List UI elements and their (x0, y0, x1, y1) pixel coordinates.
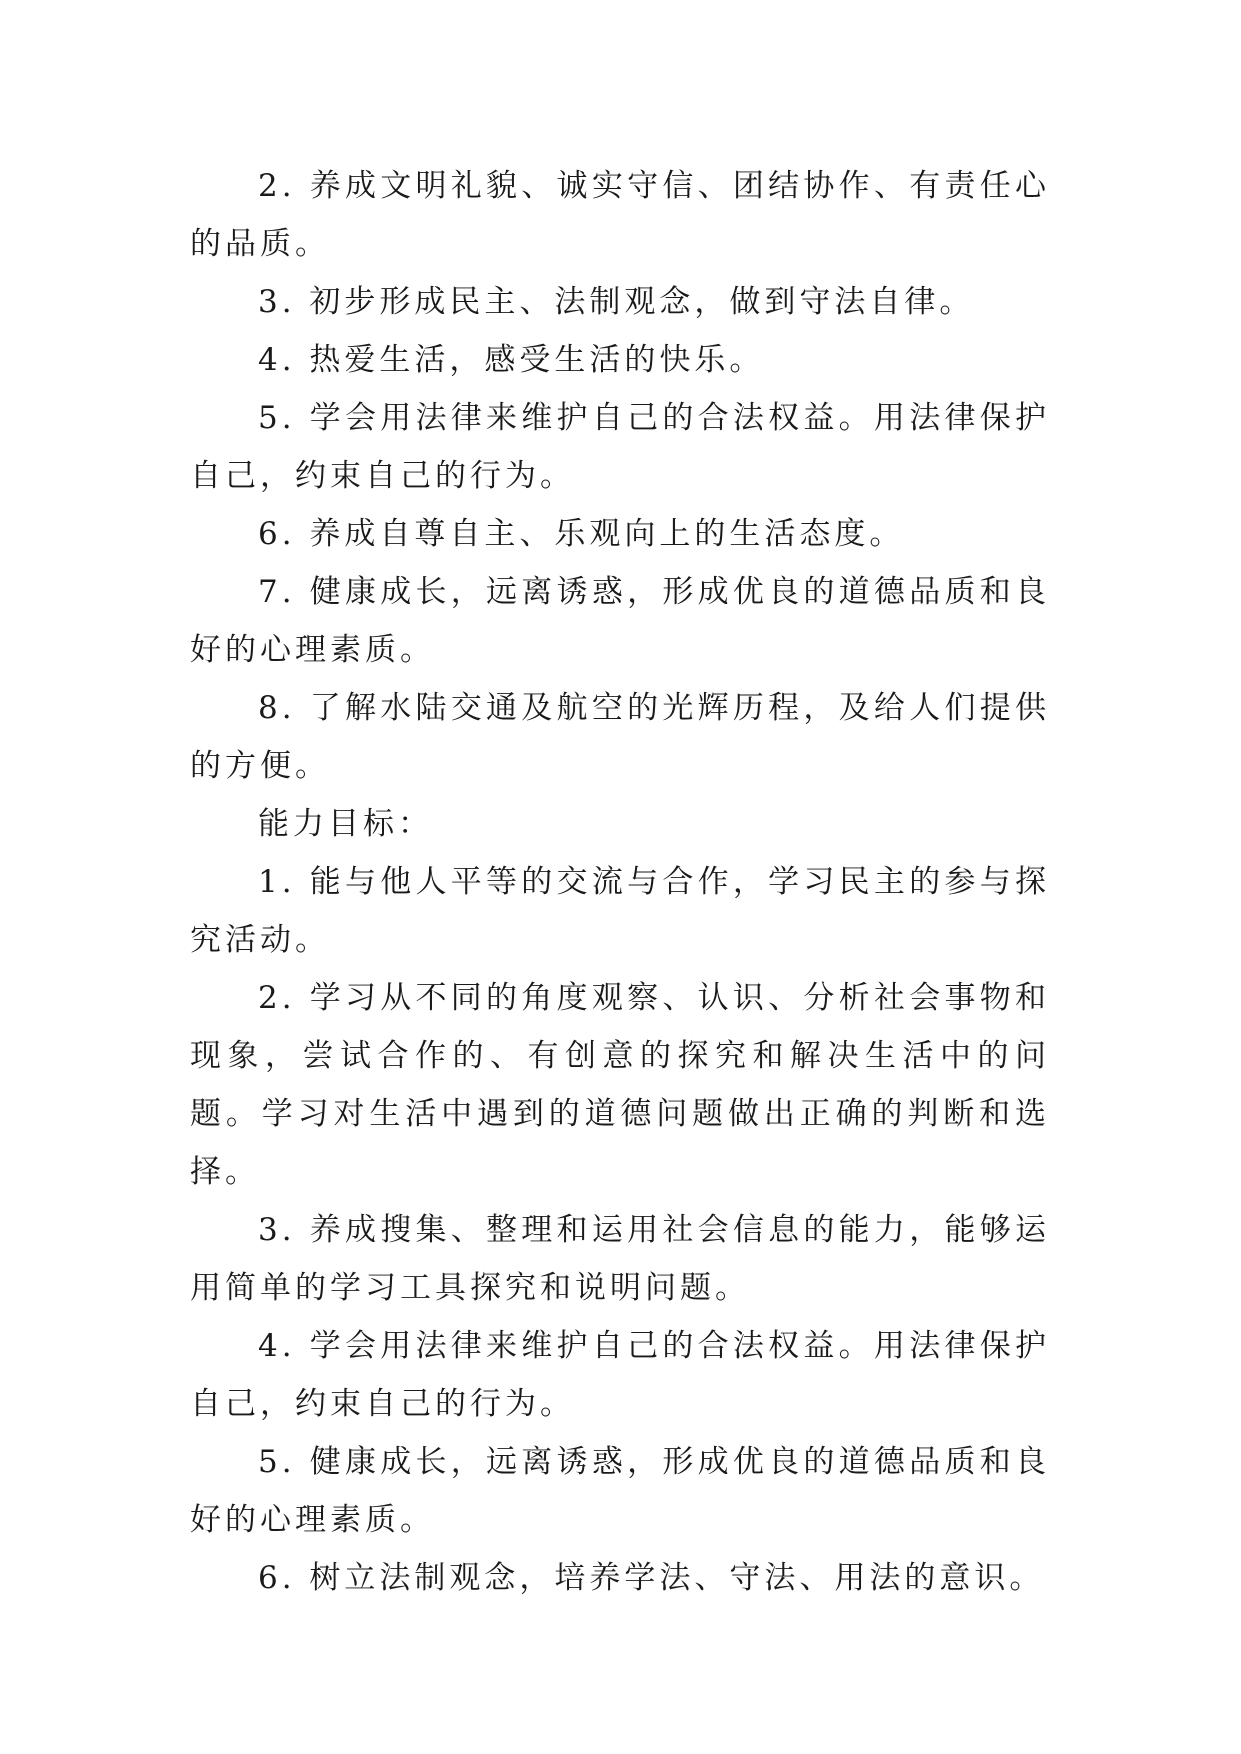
paragraph-ability-4: 4. 学会用法律来维护自己的合法权益。用法律保护自己，约束自己的行为。 (190, 1328, 1050, 1422)
paragraph-goal-5: 5. 学会用法律来维护自己的合法权益。用法律保护自己，约束自己的行为。 (190, 400, 1050, 494)
paragraph-goal-2: 2. 养成文明礼貌、诚实守信、团结协作、有责任心的品质。 (190, 168, 1050, 262)
document-body (190, 157, 1050, 1607)
section-heading-ability-goals: 能力目标： (258, 806, 433, 842)
paragraph-ability-5: 5. 健康成长，远离诱惑，形成优良的道德品质和良好的心理素质。 (190, 1444, 1050, 1538)
paragraph-goal-3: 3. 初步形成民主、法制观念，做到守法自律。 (258, 284, 975, 320)
paragraph-ability-6: 6. 树立法制观念，培养学法、守法、用法的意识。 (258, 1560, 1045, 1596)
paragraph-goal-4: 4. 热爱生活，感受生活的快乐。 (258, 342, 765, 378)
paragraph-ability-3: 3. 养成搜集、整理和运用社会信息的能力，能够运用简单的学习工具探究和说明问题。 (190, 1212, 1050, 1306)
paragraph-ability-1: 1. 能与他人平等的交流与合作，学习民主的参与探究活动。 (190, 864, 1050, 958)
paragraph-goal-6: 6. 养成自尊自主、乐观向上的生活态度。 (258, 516, 905, 552)
paragraph-goal-8: 8. 了解水陆交通及航空的光辉历程，及给人们提供的方便。 (190, 690, 1050, 784)
paragraph-goal-7: 7. 健康成长，远离诱惑，形成优良的道德品质和良好的心理素质。 (190, 574, 1050, 668)
paragraph-ability-2: 2. 学习从不同的角度观察、认识、分析社会事物和现象，尝试合作的、有创意的探究和解决生活中的问题。学习对生活中遇到的道德问题做出正确的判断和选择。 (190, 980, 1050, 1190)
